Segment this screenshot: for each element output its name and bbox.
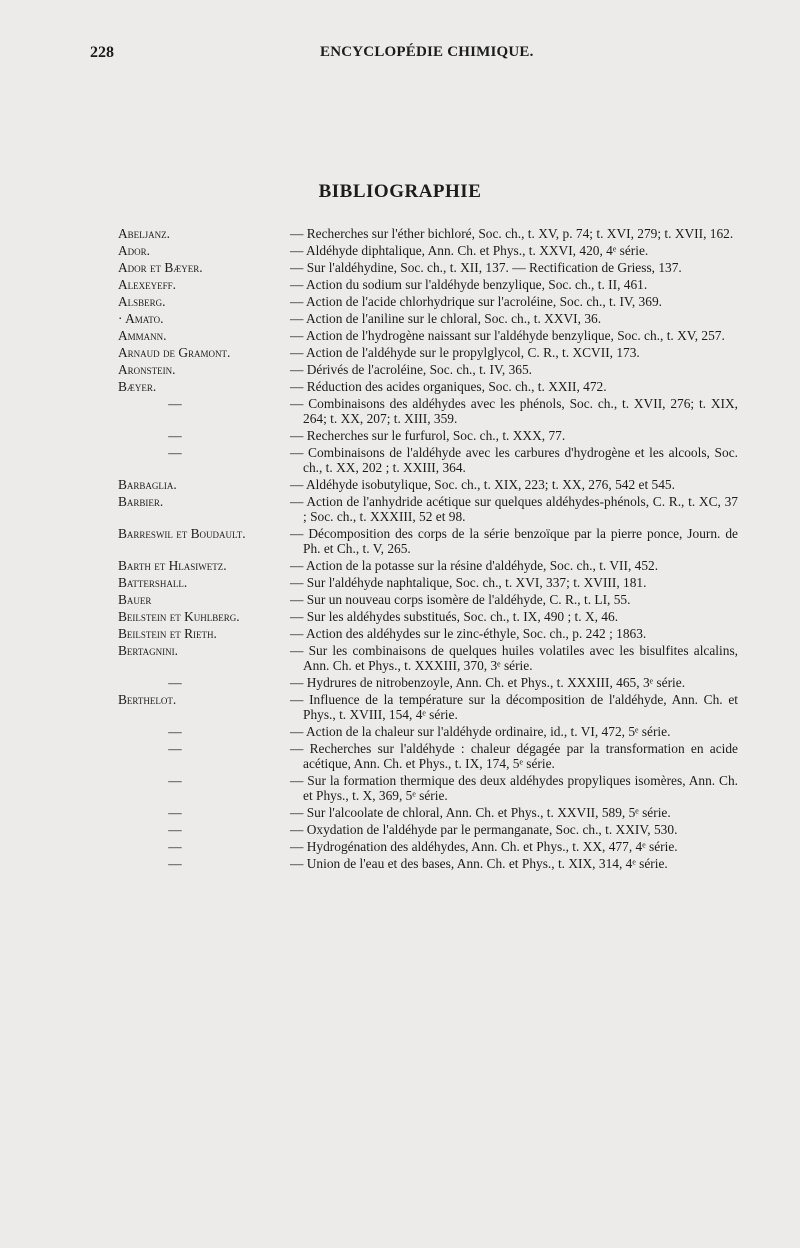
entry-text: — Recherches sur le furfurol, Soc. ch., t. XXX, 77. bbox=[290, 428, 566, 443]
entry-text: — Action de l'acide chlorhydrique sur l'acroléine, Soc. ch., t. IV, 369. bbox=[290, 294, 662, 309]
entry-author: Berthelot. bbox=[118, 692, 177, 707]
entry-author: Alexeyeff. bbox=[118, 277, 177, 292]
entry-text: — Oxydation de l'aldéhyde par le permanganate, Soc. ch., t. XXIV, 530. bbox=[290, 822, 678, 837]
bibliography-entry bbox=[0, 609, 800, 624]
entry-text: — Action de l'aniline sur le chloral, Soc. ch., t. XXVI, 36. bbox=[290, 311, 602, 326]
bibliography-entry bbox=[0, 626, 800, 641]
running-head: ENCYCLOPÉDIE CHIMIQUE. bbox=[320, 44, 534, 60]
entry-author: Ador. bbox=[118, 243, 151, 258]
entry-author: Battershall. bbox=[118, 575, 188, 590]
entry-text: — Sur les combinaisons de quelques huiles volatiles avec les bisulfites alcalins, Ann. Ch. et Phys., t. XXXIII, 370, 3ᵉ série. bbox=[290, 643, 738, 673]
bibliography-entry bbox=[0, 856, 800, 871]
bibliography-entry bbox=[0, 396, 800, 426]
entry-author: Aronstein. bbox=[118, 362, 176, 377]
bibliography-entry bbox=[0, 311, 800, 326]
entry-author: — bbox=[168, 675, 182, 690]
entry-text: — Sur la formation thermique des deux aldéhydes propyliques isomères, Ann. Ch. et Phys., t. X, 369, 5ᵉ série. bbox=[290, 773, 738, 803]
entry-text: — Influence de la température sur la décomposition de l'aldéhyde, Ann. Ch. et Phys., t. XVIII, 154, 4ᵉ série. bbox=[290, 692, 738, 722]
bibliography-entry bbox=[0, 741, 800, 771]
entry-text: — Action de l'hydrogène naissant sur l'aldéhyde benzylique, Soc. ch., t. XV, 257. bbox=[290, 328, 725, 343]
bibliography-entry bbox=[0, 494, 800, 524]
entry-text: — Combinaisons de l'aldéhyde avec les carbures d'hydrogène et les alcools, Soc. ch., t. XX, 202 ; t. XXIII, 364. bbox=[290, 445, 738, 475]
entry-author: Beilstein et Kuhlberg. bbox=[118, 609, 240, 624]
entry-author: — bbox=[168, 445, 182, 460]
entry-text: — Action des aldéhydes sur le zinc-éthyle, Soc. ch., p. 242 ; 1863. bbox=[290, 626, 647, 641]
entry-author: — bbox=[168, 805, 182, 820]
entry-text: — Aldéhyde isobutylique, Soc. ch., t. XIX, 223; t. XX, 276, 542 et 545. bbox=[290, 477, 675, 492]
entry-text: — Hydrogénation des aldéhydes, Ann. Ch. et Phys., t. XX, 477, 4ᵉ série. bbox=[290, 839, 678, 854]
bibliography-entry bbox=[0, 643, 800, 673]
bibliography-entry bbox=[0, 592, 800, 607]
bibliography-entry bbox=[0, 558, 800, 573]
entry-text: — Action du sodium sur l'aldéhyde benzylique, Soc. ch., t. II, 461. bbox=[290, 277, 648, 292]
entry-text: — Sur l'aldéhyde naphtalique, Soc. ch., t. XVI, 337; t. XVIII, 181. bbox=[290, 575, 647, 590]
entry-text: — Sur l'alcoolate de chloral, Ann. Ch. et Phys., t. XXVII, 589, 5ᵉ série. bbox=[290, 805, 671, 820]
bibliography-entry bbox=[0, 260, 800, 275]
bibliography-entry bbox=[0, 379, 800, 394]
entry-author: Abeljanz. bbox=[118, 226, 171, 241]
entry-author: Bauer bbox=[118, 592, 152, 607]
bibliography-entry bbox=[0, 805, 800, 820]
bibliography-entry bbox=[0, 328, 800, 343]
entry-author: — bbox=[168, 428, 182, 443]
bibliography-entry bbox=[0, 724, 800, 739]
bibliography-entry bbox=[0, 362, 800, 377]
bibliography-entry bbox=[0, 428, 800, 443]
entry-author: Barreswil et Boudault. bbox=[118, 526, 246, 541]
bibliography-list bbox=[0, 226, 800, 873]
bibliography-entry bbox=[0, 277, 800, 292]
bibliography-entry bbox=[0, 822, 800, 837]
entry-author: — bbox=[168, 822, 182, 837]
bibliography-entry bbox=[0, 345, 800, 360]
entry-text: — Dérivés de l'acroléine, Soc. ch., t. IV, 365. bbox=[290, 362, 533, 377]
page-header bbox=[0, 44, 800, 68]
bibliography-entry bbox=[0, 575, 800, 590]
entry-author: Barth et Hlasiwetz. bbox=[118, 558, 227, 573]
entry-author: — bbox=[168, 396, 182, 411]
bibliography-entry bbox=[0, 294, 800, 309]
entry-author: Beilstein et Rieth. bbox=[118, 626, 217, 641]
entry-text: — Aldéhyde diphtalique, Ann. Ch. et Phys., t. XXVI, 420, 4ᵉ série. bbox=[290, 243, 649, 258]
entry-text: — Action de l'aldéhyde sur le propylglycol, C. R., t. XCVII, 173. bbox=[290, 345, 640, 360]
entry-author: Bertagnini. bbox=[118, 643, 179, 658]
entry-author: Ammann. bbox=[118, 328, 167, 343]
bibliography-entry bbox=[0, 226, 800, 241]
page-number: 228 bbox=[90, 44, 114, 61]
entry-author: — bbox=[168, 741, 182, 756]
entry-text: — Décomposition des corps de la série benzoïque par la pierre ponce, Journ. de Ph. et Ch., t. V, 265. bbox=[290, 526, 738, 556]
entry-text: — Action de l'anhydride acétique sur quelques aldéhydes-phénols, C. R., t. XC, 37 ; Soc. ch., t. XXXIII, 52 et 98. bbox=[290, 494, 738, 524]
bibliography-entry bbox=[0, 675, 800, 690]
entry-author: Bæyer. bbox=[118, 379, 157, 394]
entry-text: — Union de l'eau et des bases, Ann. Ch. et Phys., t. XIX, 314, 4ᵉ série. bbox=[290, 856, 668, 871]
bibliography-entry bbox=[0, 773, 800, 803]
entry-author: — bbox=[168, 773, 182, 788]
entry-author: — bbox=[168, 856, 182, 871]
entry-text: — Sur un nouveau corps isomère de l'aldéhyde, C. R., t. LI, 55. bbox=[290, 592, 631, 607]
section-title: BIBLIOGRAPHIE bbox=[318, 181, 482, 202]
entry-author: — bbox=[168, 839, 182, 854]
entry-author: Barbaglia. bbox=[118, 477, 177, 492]
entry-text: — Recherches sur l'aldéhyde : chaleur dégagée par la transformation en acide acétique, Ann. Ch. et Phys., t. IX, 174, 5ᵉ série. bbox=[290, 741, 738, 771]
entry-text: — Réduction des acides organiques, Soc. ch., t. XXII, 472. bbox=[290, 379, 607, 394]
entry-text: — Action de la chaleur sur l'aldéhyde ordinaire, id., t. VI, 472, 5ᵉ série. bbox=[290, 724, 671, 739]
entry-author: — bbox=[168, 724, 182, 739]
entry-author: Alsberg. bbox=[118, 294, 166, 309]
bibliography-entry bbox=[0, 477, 800, 492]
entry-text: — Action de la potasse sur la résine d'aldéhyde, Soc. ch., t. VII, 452. bbox=[290, 558, 659, 573]
entry-author: Barbier. bbox=[118, 494, 164, 509]
entry-author: Arnaud de Gramont. bbox=[118, 345, 231, 360]
entry-text: — Sur l'aldéhydine, Soc. ch., t. XII, 137. — Rectification de Griess, 137. bbox=[290, 260, 682, 275]
entry-text: — Sur les aldéhydes substitués, Soc. ch., t. IX, 490 ; t. X, 46. bbox=[290, 609, 619, 624]
bibliography-entry bbox=[0, 445, 800, 475]
entry-author: Ador et Bæyer. bbox=[118, 260, 203, 275]
bibliography-entry bbox=[0, 243, 800, 258]
entry-text: — Hydrures de nitrobenzoyle, Ann. Ch. et Phys., t. XXXIII, 465, 3ᵉ série. bbox=[290, 675, 686, 690]
entry-text: — Combinaisons des aldéhydes avec les phénols, Soc. ch., t. XVII, 276; t. XIX, 264; t. XX, 207; t. XIII, 359. bbox=[290, 396, 738, 426]
bibliography-entry bbox=[0, 526, 800, 556]
bibliography-entry bbox=[0, 839, 800, 854]
entry-text: — Recherches sur l'éther bichloré, Soc. ch., t. XV, p. 74; t. XVI, 279; t. XVII, 162. bbox=[290, 226, 734, 241]
entry-author: · Amato. bbox=[118, 311, 164, 326]
bibliography-entry bbox=[0, 692, 800, 722]
